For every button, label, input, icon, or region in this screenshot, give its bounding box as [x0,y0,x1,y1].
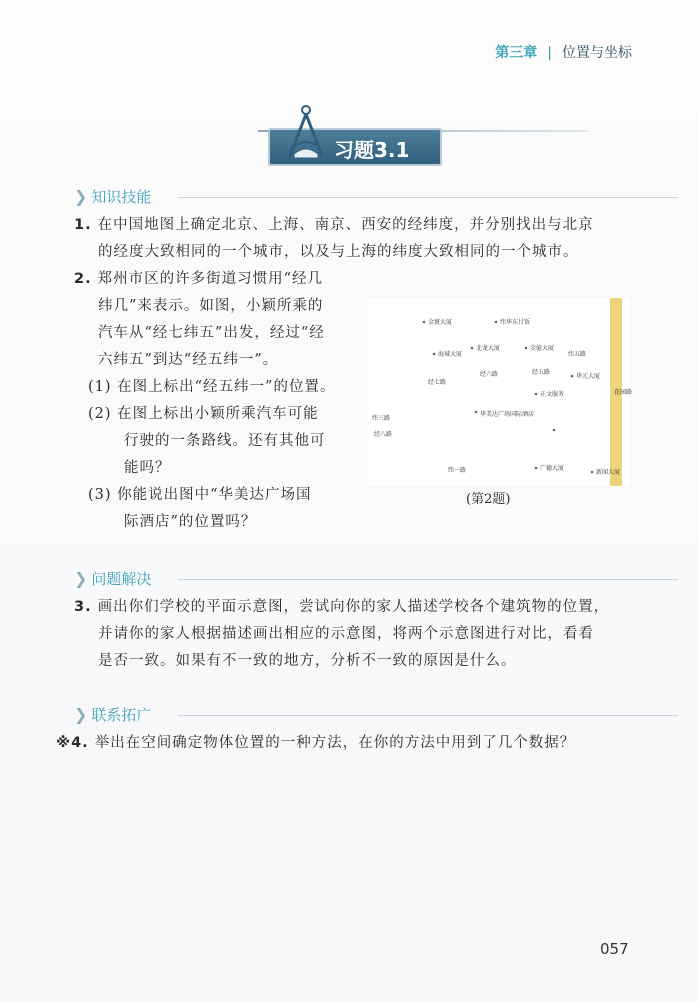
subquestion-text: 能吗？ [124,460,171,476]
map-label-guangdi: 广德大厦 [540,465,565,472]
map-label-beilong: 北龙大厦 [476,345,501,352]
question-text: 画出你们学校的平面示意图，尝试向你的家人描述学校各个建筑物的位置， [97,599,610,615]
question-4 [56,730,575,757]
question-text: 六纬五”到达“经五纬一”。 [98,352,279,368]
question-text: 纬几”来表示。如图，小颖所乘的 [98,298,324,314]
chevron-right-icon: ❯ [74,705,88,724]
question-number: 1. [74,217,92,233]
map-label-huayuan: 华元大厦 [576,373,601,380]
map-label-jingwu: 经五路 [532,369,551,376]
question-3 [74,594,609,675]
question-2 [74,266,364,536]
header-separator: | [547,45,552,61]
question-text: 在中国地图上确定北京、上海、南京、西安的经纬度，并分别找出与北京 [97,217,594,233]
section-rule [178,715,678,716]
map-label-huameida: 华美达广场国际酒店 [480,411,535,418]
section-rule [178,197,678,198]
chapter-label: 第三章 [495,45,538,61]
map-label-jingqi: 经七路 [428,379,447,386]
question-text: 郑州市区的许多街道习惯用“经几 [97,271,324,287]
section-rule [178,579,678,580]
street-map [368,298,633,486]
chevron-right-icon: ❯ [74,187,88,206]
map-label-weiwu: 纬五路 [568,351,587,358]
running-header [495,42,632,62]
chapter-subtitle: 位置与坐标 [562,45,632,61]
page-number: 057 [600,940,629,958]
question-text: 汽车从“经七纬五”出发，经过“经 [98,325,325,341]
question-text: 是否一致。如果有不一致的地方，分析不一致的原因是什么。 [98,653,517,669]
question-text: 并请你的家人根据描述画出相应的示意图，将两个示意图进行对比，看看 [98,626,594,642]
question-number: 3. [74,599,92,615]
section-extension [74,704,151,725]
map-label-jingliu: 经六路 [480,371,499,378]
map-label-weihua: 纬华东甘饭 [500,319,531,326]
map-label-xinwen: 新闻大厦 [596,469,621,476]
figure-caption: (第2题) [466,492,511,507]
map-label-jinyi: 金億大厦 [530,345,555,352]
question-number: ※4. [56,735,89,751]
map-label-jingba: 经八路 [374,431,393,438]
map-label-zhengwen: 正文服务 [540,391,565,398]
section-extension-label: 联系拓广 [91,706,152,724]
subquestion-text: 际酒店”的位置吗？ [124,514,257,530]
section-problem [74,568,151,589]
map-label-jinmao: 金貿大厦 [428,319,453,326]
subquestion-text: (3) 你能说出图中“华美达广场国 [88,487,312,503]
question-text: 的经度大致相同的一个城市，以及与上海的纬度大致相同的一个城市。 [98,244,579,260]
section-problem-label: 问题解决 [91,570,152,588]
map-label-huayuanlu: 花园路 [614,389,633,396]
section-skills-label: 知识技能 [91,188,152,206]
question-text: 举出在空间确定物体位置的一种方法，在你的方法中用到了几个数据？ [94,735,576,751]
subquestion-text: (1) 在图上标出“经五纬一”的位置。 [88,379,336,395]
map-label-weisan: 纬三路 [372,415,391,422]
chevron-right-icon: ❯ [74,569,88,588]
question-number: 2. [74,271,92,287]
subquestion-text: 行驶的一条路线。还有其他可 [124,433,326,449]
map-label-haicheng: 海城大厦 [438,351,463,358]
compass-icon [280,104,332,164]
subquestion-text: (2) 在图上标出小颖所乘汽车可能 [88,406,319,422]
exercise-title: 习题3.1 [334,138,410,162]
map-label-weiyi: 纬一路 [448,467,467,474]
section-skills [74,186,151,207]
question-1 [74,212,594,266]
